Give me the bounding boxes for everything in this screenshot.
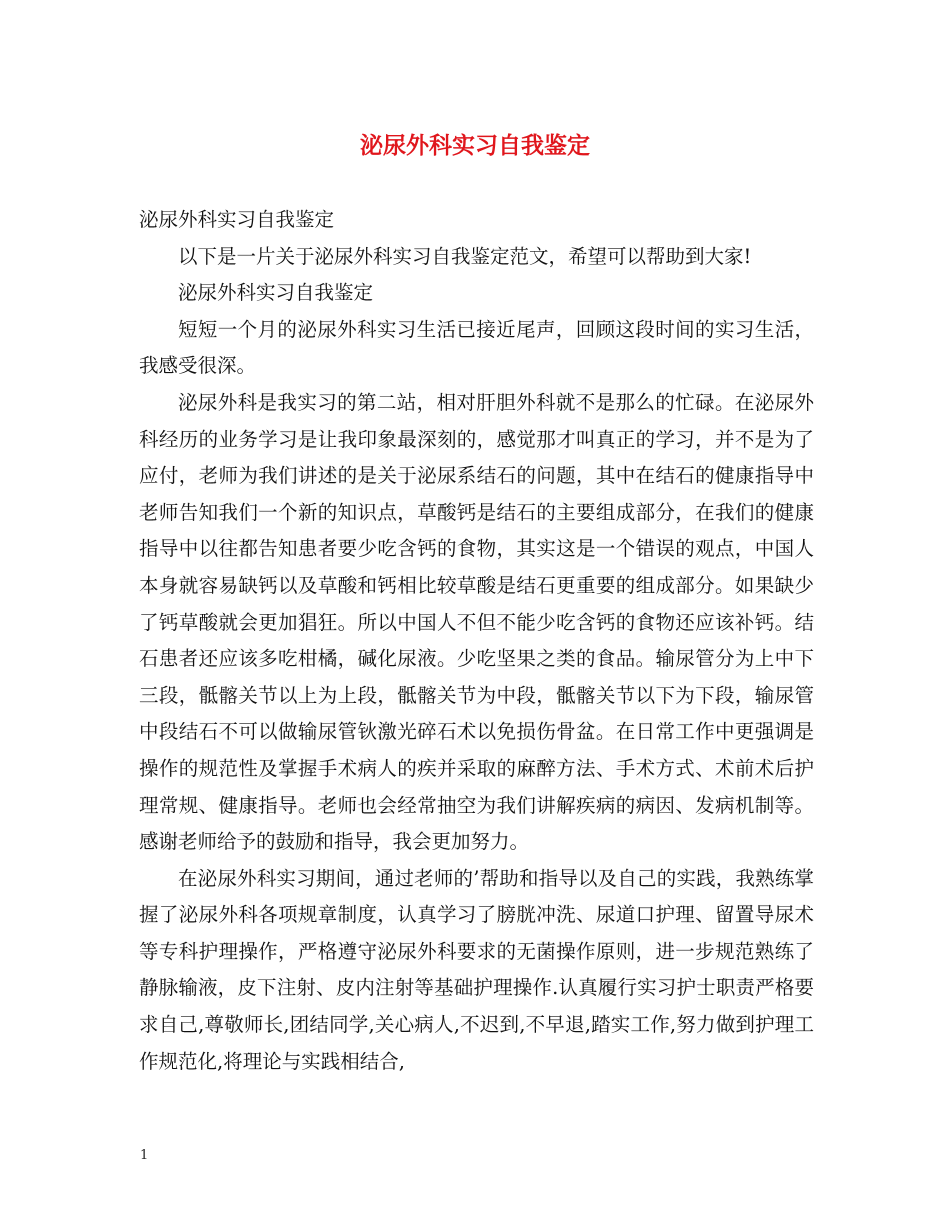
paragraph-opening: 短短一个月的泌尿外科实习生活已接近尾声，回顾这段时间的实习生活，我感受很深。: [139, 317, 814, 378]
document-title: 泌尿外科实习自我鉴定: [360, 132, 590, 159]
paragraph-heading: 泌尿外科实习自我鉴定: [139, 208, 335, 231]
paragraph-urology-station: 泌尿外科是我实习的第二站，相对肝胆外科就不是那么的忙碌。在泌尿外科经历的业务学习是让我印象最深刻的，感觉那才叫真正的学习，并不是为了应付，老师为我们讲述的是关于泌尿系结石的问题，其中在结石的健康指导中老师告知我们一个新的知识点，草酸钙是结石的主要组成部分，在我们的健康指导中以往都告知患者要少吃含钙的食物，其实这是一个错误的观点，中国人本身就容易缺钙以及草酸和钙相比较草酸是结石更重要的组成部分。如果缺少了钙草酸就会更加猖狂。所以中国人不但不能少吃含钙的食物还应该补钙。结石患者还应该多吃柑橘，碱化尿液。少吃坚果之类的食品。输尿管分为上中下三段，骶髂关节以上为上段，骶髂关节为中段，骶髂关节以下为下段，输尿管中段结石不可以做输尿管钬激光碎石术以免损伤骨盆。在日常工作中更强调是操作的规范性及掌握手术病人的疾并采取的麻醉方法、手术方式、术前术后护理常规、健康指导。老师也会经常抽空为我们讲解疾病的病因、发病机制等。感谢老师给予的鼓励和指导，我会更加努力。: [139, 390, 814, 854]
paragraph-subheading: 泌尿外科实习自我鉴定: [178, 281, 374, 305]
paragraph-intro: 以下是一片关于泌尿外科实习自我鉴定范文，希望可以帮助到大家!: [178, 244, 752, 268]
page-number: 1: [140, 1148, 149, 1163]
paragraph-internship-period: 在泌尿外科实习期间，通过老师的’帮助和指导以及自己的实践，我熟练掌握了泌尿外科各项规章制度，认真学习了膀胱冲洗、尿道口护理、留置导尿术等专科护理操作，严格遵守泌尿外科要求的无菌操作原则，进一步规范熟练了静脉输液，皮下注射、皮内注射等基础护理操作.认真履行实习护士职责严格要求自己,尊敬师长,团结同学,关心病人,不迟到,不早退,踏实工作,努力做到护理工作规范化,将理论与实践相结合,: [139, 866, 814, 1073]
document-body: [139, 202, 814, 1080]
